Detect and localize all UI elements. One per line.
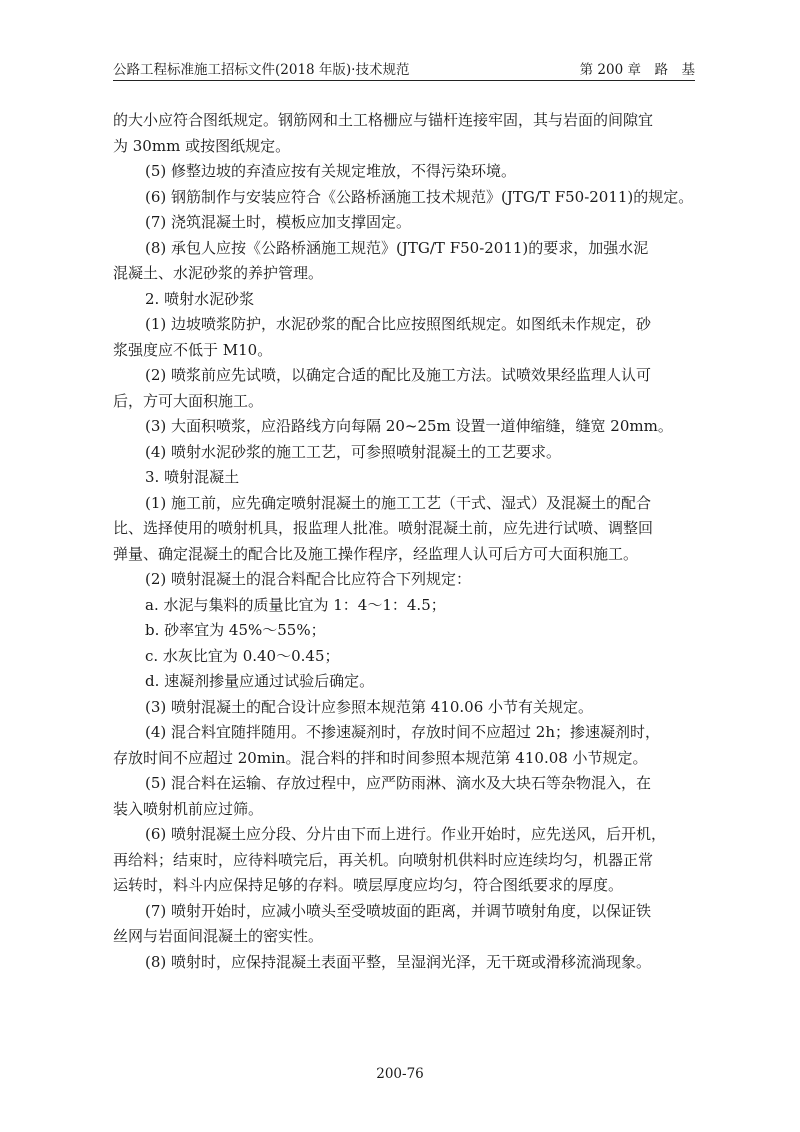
text-line: (2) 喷射混凝土的混合料配合比应符合下列规定： (145, 570, 472, 588)
text-line: 装入喷射机前应过筛。 (113, 799, 264, 818)
text-line: (7) 喷射开始时，应减小喷头至受喷坡面的距离，并调节喷射角度，以保证铁 (145, 901, 652, 920)
text-line: 浆强度应不低于 M10。 (113, 340, 273, 359)
text-line: (1) 边坡喷浆防护，水泥砂浆的配合比应按照图纸规定。如图纸未作规定，砂 (145, 315, 652, 333)
text-line: 3. 喷射混凝土 (145, 468, 240, 486)
text-line: a. 水泥与集料的质量比宜为 1：4～1：4.5； (145, 595, 446, 614)
text-line: 弹量、确定混凝土的配合比及施工操作程序，经监理人认可后方可大面积施工。 (113, 544, 639, 563)
text-line: (1) 施工前，应先确定喷射混凝土的施工工艺（干式、湿式）及混凝土的配合 (145, 493, 652, 512)
text-line: (8) 承包人应按《公路桥涵施工规范》(JTG/T F50-2011)的要求，加强水泥 (145, 238, 649, 257)
text-line: (5) 混合料在运输、存放过程中，应严防雨淋、滴水及大块石等杂物混入，在 (145, 774, 652, 792)
text-line: (7) 浇筑混凝土时，模板应加支撑固定。 (145, 213, 412, 231)
chapter-title: 第 200 章 路 基 (579, 62, 695, 78)
body-text (113, 108, 695, 975)
text-line: (5) 修整边坡的弃渣应按有关规定堆放，不得污染环境。 (145, 162, 517, 180)
text-line: 运转时，料斗内应保持足够的存料。喷层厚度应均匀，符合图纸要求的厚度。 (113, 876, 624, 894)
text-line: 比、选择使用的喷射机具，报监理人批准。喷射混凝土前，应先进行试喷、调整回 (113, 519, 654, 537)
text-line: (6) 钢筋制作与安装应符合《公路桥涵施工技术规范》(JTG/T F50-2011)的规定。 (145, 187, 694, 206)
document-title: 公路工程标准施工招标文件(2018 年版)·技术规范 (113, 62, 410, 78)
text-line: 混凝土、水泥砂浆的养护管理。 (113, 264, 324, 282)
text-line: 后，方可大面积施工。 (113, 391, 264, 410)
text-line: (8) 喷射时，应保持混凝土表面平整，呈湿润光泽，无干斑或滑移流淌现象。 (145, 952, 652, 971)
text-line: (4) 混合料宜随拌随用。不掺速凝剂时，存放时间不应超过 2h；掺速凝剂时， (145, 723, 660, 741)
running-header (113, 52, 695, 80)
text-line: c. 水灰比宜为 0.40～0.45； (145, 646, 340, 665)
text-line: 为 30mm 或按图纸规定。 (113, 136, 291, 155)
text-line: b. 砂率宜为 45%～55%； (145, 621, 326, 639)
text-line: (4) 喷射水泥砂浆的施工工艺，可参照喷射混凝土的工艺要求。 (145, 442, 562, 461)
text-line: (3) 大面积喷浆，应沿路线方向每隔 20~25m 设置一道伸缩缝，缝宽 20mm。 (145, 417, 673, 435)
text-line: 再给料；结束时，应待料喷完后，再关机。向喷射机供料时应连续均匀，机器正常 (113, 850, 654, 869)
text-line: (3) 喷射混凝土的配合设计应参照本规范第 410.06 小节有关规定。 (145, 697, 594, 716)
text-line: d. 速凝剂掺量应通过试验后确定。 (145, 672, 375, 690)
page-number: 200-76 (376, 1066, 424, 1082)
text-line: 2. 喷射水泥砂浆 (145, 289, 255, 308)
text-line: 的大小应符合图纸规定。钢筋网和土工格栅应与锚杆连接牢固，其与岩面的间隙宜 (113, 111, 654, 129)
text-line: (6) 喷射混凝土应分段、分片由下而上进行。作业开始时，应先送风，后开机， (145, 825, 667, 843)
text-line: 丝网与岩面间混凝土的密实性。 (113, 927, 324, 945)
text-line: 存放时间不应超过 20min。混合料的拌和时间参照本规范第 410.08 小节规定。 (113, 748, 648, 767)
text-line: (2) 喷浆前应先试喷，以确定合适的配比及施工方法。试喷效果经监理人认可 (145, 366, 652, 384)
header-divider (113, 80, 695, 81)
